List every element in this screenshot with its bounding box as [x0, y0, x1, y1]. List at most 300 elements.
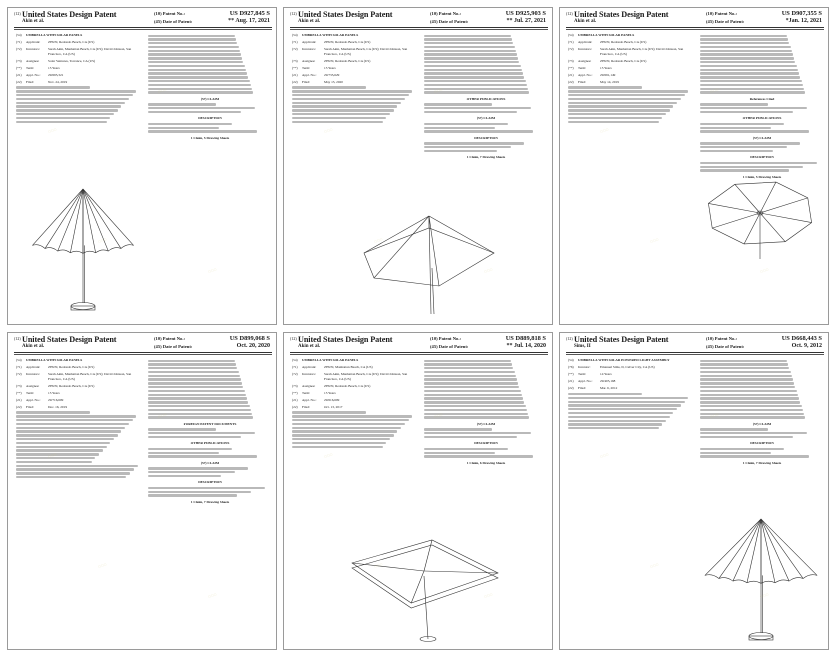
text-line	[424, 455, 533, 457]
watermark: ◌◌◌	[433, 86, 444, 96]
inid-code: (22)	[292, 79, 298, 84]
header-rule-thin	[566, 354, 824, 355]
reference-line	[700, 35, 787, 37]
inid-code: (21)	[568, 72, 574, 77]
right-column	[424, 33, 548, 160]
bibliographic-field	[16, 59, 140, 64]
text-line	[16, 109, 118, 111]
bibliographic-field	[292, 80, 416, 85]
section-heading: OTHER PUBLICATIONS	[190, 441, 230, 446]
bibliographic-field	[16, 66, 140, 71]
kind-code: (12)	[566, 336, 573, 341]
header-rule	[566, 352, 824, 353]
patent-header	[560, 8, 829, 28]
bibliographic-field	[292, 391, 416, 396]
inid-code: (71)	[16, 364, 22, 369]
reference-line	[424, 80, 526, 82]
field-text: Emanuel Sims, II, Culver City, CA (US)	[600, 364, 655, 369]
text-line	[16, 113, 114, 115]
inid-code: (54)	[16, 33, 22, 37]
watermark: ◌◌◌	[483, 266, 494, 276]
inventor-name: Akin et al.	[574, 19, 597, 24]
field-text: Dec. 16, 2019	[48, 404, 68, 409]
reference-line	[148, 42, 237, 44]
field-label: Applicant:	[302, 364, 317, 369]
text-line	[148, 103, 216, 105]
patent-title: United States Design Patent	[298, 10, 393, 19]
section-heading: DESCRIPTION	[198, 116, 222, 121]
field-text: 29/405,168	[600, 378, 616, 383]
field-text: Sarah Akin, Manhattan Beach, CA (US); David Johnson, San Francisco, CA (US)	[48, 46, 132, 56]
text-line	[16, 98, 129, 100]
watermark: ◌◌◌	[373, 561, 384, 571]
section-heading: OTHER PUBLICATIONS	[466, 96, 506, 101]
claims-summary: 1 Claim, 6 Drawing Sheets	[466, 460, 506, 465]
watermark: ◌◌◌	[47, 126, 58, 136]
text-line	[424, 146, 511, 148]
reference-line	[424, 53, 517, 55]
field-text: May 14, 2019	[600, 79, 619, 84]
date-of-patent: *Jan. 12, 2021	[785, 18, 822, 24]
bibliographic-field	[16, 398, 140, 403]
bibliographic-field	[568, 59, 692, 64]
reference-line	[424, 76, 524, 78]
watermark: ◌◌◌	[47, 451, 58, 461]
field-text: ZHUN, Redondo Beach, CA (US)	[600, 58, 647, 63]
watermark: ◌◌◌	[157, 411, 168, 421]
text-line	[424, 107, 531, 109]
reference-line	[148, 405, 250, 407]
text-line	[568, 117, 662, 119]
patent-page[interactable]	[283, 332, 553, 650]
text-line	[424, 150, 497, 152]
reference-line	[424, 409, 527, 411]
text-line	[568, 90, 688, 92]
bibliographic-field	[16, 365, 140, 370]
inid-code: (22)	[568, 385, 574, 390]
inid-code: (**)	[16, 390, 22, 395]
text-line	[424, 448, 508, 450]
field-label: Filed:	[578, 385, 586, 390]
text-line	[700, 142, 800, 144]
text-line	[148, 487, 265, 489]
text-line	[148, 467, 248, 469]
watermark: ◌◌◌	[759, 266, 770, 276]
inid-code: (72)	[292, 46, 298, 51]
inid-code: (54)	[568, 358, 574, 362]
field-label: Inventors:	[26, 46, 40, 51]
text-line	[148, 491, 251, 493]
text-line	[568, 412, 673, 414]
text-line	[16, 415, 136, 417]
field-text: 29/735,629	[324, 72, 340, 77]
field-label: Term:	[578, 65, 587, 70]
reference-line	[424, 42, 513, 44]
text-line	[16, 468, 134, 470]
date-of-patent: Oct. 9, 2012	[791, 343, 822, 349]
reference-line	[424, 363, 512, 365]
patent-header	[8, 333, 277, 353]
reference-line	[424, 371, 515, 373]
field-label: Applicant:	[578, 39, 593, 44]
text-line	[292, 434, 394, 436]
text-line	[148, 428, 216, 430]
text-line	[700, 166, 803, 168]
field-text: Nov. 24, 2019	[48, 79, 68, 84]
inid-code: (71)	[292, 39, 298, 44]
watermark: ◌◌◌	[483, 591, 494, 601]
bibliographic-field	[16, 80, 140, 85]
text-line	[424, 111, 517, 113]
patent-number: US D927,845 S	[229, 10, 270, 17]
watermark: ◌◌◌	[157, 86, 168, 96]
inid-code: (**)	[568, 65, 574, 70]
text-line	[148, 432, 255, 434]
reference-line	[700, 80, 802, 82]
inid-code: (72)	[16, 371, 22, 376]
watermark: ◌◌◌	[207, 591, 218, 601]
bibliographic-field	[292, 73, 416, 78]
text-line	[292, 423, 405, 425]
patent-page[interactable]	[7, 7, 277, 325]
text-line	[148, 436, 241, 438]
inid-code: (71)	[16, 39, 22, 44]
reference-line	[700, 378, 793, 380]
text-line	[700, 162, 817, 164]
section-heading: FOREIGN PATENT DOCUMENTS	[183, 421, 237, 426]
text-line	[292, 419, 409, 421]
reference-line	[148, 65, 245, 67]
text-line	[292, 98, 405, 100]
reference-line	[700, 65, 797, 67]
reference-line	[148, 46, 239, 48]
field-label: Assignee:	[302, 58, 316, 63]
field-label: Filed:	[302, 79, 310, 84]
section-heading: DESCRIPTION	[474, 441, 498, 446]
text-line	[292, 446, 383, 448]
reference-line	[700, 382, 794, 384]
text-line	[148, 448, 232, 450]
reference-line	[700, 386, 795, 388]
field-label: Term:	[26, 390, 35, 395]
patent-title: United States Design Patent	[574, 335, 669, 344]
inid-code: (21)	[16, 397, 22, 402]
text-line	[16, 94, 133, 96]
text-line	[700, 169, 789, 171]
left-column	[292, 33, 416, 124]
field-text: ZHUN, Manhattan Beach, CA (US)	[324, 364, 373, 369]
text-line	[16, 90, 136, 92]
inid-code: (21)	[292, 397, 298, 402]
reference-line	[700, 72, 799, 74]
text-line	[16, 102, 125, 104]
patent-title: United States Design Patent	[22, 10, 117, 19]
text-line	[292, 121, 383, 123]
text-line	[700, 107, 807, 109]
section-heading: DESCRIPTION	[750, 441, 774, 446]
reference-line	[424, 375, 516, 377]
claims-summary: 1 Claim, 7 Drawing Sheets	[190, 499, 230, 504]
field-text: ZHUN, Redondo Beach, CA (US)	[324, 383, 371, 388]
field-text: 15 Years	[324, 65, 336, 70]
claims-summary: 1 Claim, 7 Drawing Sheets	[742, 460, 782, 465]
reference-line	[148, 390, 245, 392]
text-line	[148, 452, 219, 454]
text-line	[700, 432, 807, 434]
reference-line	[148, 50, 240, 52]
text-line	[16, 449, 103, 451]
patent-number-label: (10) Patent No.:	[154, 336, 185, 341]
claims-summary: 1 Claim, 5 Drawing Sheets	[742, 174, 782, 179]
text-line	[700, 123, 784, 125]
inid-code: (22)	[568, 79, 574, 84]
reference-line	[148, 360, 235, 362]
text-line	[148, 107, 255, 109]
reference-line	[424, 46, 515, 48]
field-text: Mar. 6, 2012	[600, 385, 618, 390]
field-text: 15 Years	[48, 65, 60, 70]
text-line	[16, 419, 133, 421]
watermark: ◌◌◌	[649, 236, 660, 246]
text-line	[424, 436, 517, 438]
text-line	[292, 117, 386, 119]
reference-line	[148, 394, 246, 396]
reference-line	[148, 80, 250, 82]
reference-line	[424, 65, 521, 67]
reference-line	[424, 61, 519, 63]
text-line	[292, 109, 394, 111]
field-text: UMBRELLA WITH SOLAR PANELS	[26, 358, 83, 362]
reference-line	[148, 84, 251, 86]
inid-code: (73)	[16, 58, 22, 63]
bibliographic-field	[568, 80, 692, 85]
reference-line	[148, 72, 247, 74]
text-line	[148, 475, 221, 477]
inid-code: (**)	[568, 371, 574, 376]
reference-line	[700, 42, 789, 44]
reference-line	[148, 371, 239, 373]
reference-line	[700, 394, 798, 396]
text-line	[292, 105, 397, 107]
header-rule	[14, 352, 272, 353]
bibliographic-field	[568, 386, 692, 391]
text-line	[148, 471, 235, 473]
right-column	[148, 358, 272, 504]
text-line	[148, 127, 219, 129]
reference-line	[424, 57, 518, 59]
bibliographic-field	[16, 40, 140, 45]
kind-code: (12)	[290, 336, 297, 341]
reference-line	[148, 35, 235, 37]
header-rule	[290, 352, 548, 353]
inid-code: (76)	[568, 364, 574, 369]
field-text: 29/691,149	[600, 72, 616, 77]
kind-code: (12)	[14, 336, 21, 341]
bibliographic-field	[292, 66, 416, 71]
watermark: ◌◌◌	[97, 561, 108, 571]
field-label: Inventors:	[302, 46, 316, 51]
bibliographic-field	[292, 398, 416, 403]
field-label: Appl. No.:	[578, 72, 593, 77]
inid-code: (73)	[568, 58, 574, 63]
claims-summary: 1 Claim, 5 Drawing Sheets	[190, 135, 230, 140]
field-text: ZHUN, Redondo Beach, CA (US)	[324, 39, 371, 44]
text-line	[700, 436, 793, 438]
text-line	[16, 427, 125, 429]
text-line	[424, 123, 508, 125]
text-line	[148, 111, 241, 113]
patent-page[interactable]	[7, 332, 277, 650]
header-rule-thin	[290, 354, 548, 355]
text-line	[292, 90, 412, 92]
header-rule-thin	[14, 354, 272, 355]
date-of-patent: ** Jul. 27, 2021	[506, 18, 546, 24]
text-line	[568, 416, 670, 418]
text-line	[292, 411, 366, 413]
patent-number-label: (10) Patent No.:	[430, 11, 461, 16]
text-line	[568, 397, 688, 399]
reference-line	[148, 69, 246, 71]
reference-line	[700, 401, 800, 403]
inventor-name: Akin et al.	[298, 344, 321, 349]
text-line	[16, 465, 138, 467]
reference-line	[148, 367, 237, 369]
reference-line	[700, 397, 799, 399]
date-of-patent-label: (45) Date of Patent:	[154, 344, 193, 349]
patent-number: US D899,068 S	[229, 335, 270, 342]
section-heading: DESCRIPTION	[474, 135, 498, 140]
text-line	[568, 408, 677, 410]
inid-code: (21)	[16, 72, 22, 77]
reference-line	[700, 405, 802, 407]
kind-code: (12)	[14, 11, 21, 16]
patent-page[interactable]	[559, 7, 829, 325]
field-text: ZHUN, Redondo Beach, CA (US)	[48, 364, 95, 369]
reference-line	[700, 61, 795, 63]
section-heading: (57) CLAIM	[200, 96, 220, 101]
section-heading: (57) CLAIM	[476, 116, 496, 121]
text-line	[16, 476, 126, 478]
reference-line	[148, 382, 242, 384]
inid-code: (73)	[292, 383, 298, 388]
field-text: 29/695,321	[48, 72, 64, 77]
text-line	[292, 113, 390, 115]
inid-code: (21)	[568, 378, 574, 383]
text-line	[424, 452, 495, 454]
reference-line	[700, 46, 791, 48]
text-line	[568, 105, 673, 107]
bibliographic-field	[568, 66, 692, 71]
date-of-patent-label: (45) Date of Patent:	[154, 19, 193, 24]
inid-code: (**)	[292, 390, 298, 395]
text-line	[292, 427, 401, 429]
reference-line	[700, 57, 794, 59]
patent-header	[284, 8, 553, 28]
left-column	[568, 358, 692, 431]
reference-line	[700, 50, 792, 52]
reference-line	[424, 72, 523, 74]
watermark: ◌◌◌	[649, 561, 660, 571]
inventor-name: Akin et al.	[298, 19, 321, 24]
patent-title: United States Design Patent	[298, 335, 393, 344]
inid-code: (73)	[292, 58, 298, 63]
reference-line	[148, 401, 248, 403]
field-text: UMBRELLA WITH SOLAR PANELS	[302, 33, 359, 37]
text-line	[292, 430, 397, 432]
date-of-patent: Oct. 20, 2020	[236, 343, 270, 349]
text-line	[16, 105, 121, 107]
bibliographic-field	[292, 358, 416, 363]
text-line	[16, 472, 130, 474]
field-label: Assignee:	[26, 383, 40, 388]
field-text: ZHUN, Redondo Beach, CA (US)	[600, 39, 647, 44]
field-text: 15 Years	[600, 65, 612, 70]
inid-code: (21)	[292, 72, 298, 77]
patent-page[interactable]	[559, 332, 829, 650]
field-text: ZHUN, Redondo Beach, CA (US)	[48, 39, 95, 44]
text-line	[16, 411, 90, 413]
inid-code: (54)	[292, 33, 298, 37]
bibliographic-field	[568, 372, 692, 377]
patent-header	[284, 333, 553, 353]
header-rule-thin	[566, 29, 824, 30]
date-of-patent-label: (45) Date of Patent:	[430, 344, 469, 349]
field-text: 15 Years	[48, 390, 60, 395]
reference-line	[424, 401, 524, 403]
text-line	[700, 130, 809, 132]
section-heading: (57) CLAIM	[752, 421, 772, 426]
field-label: Inventors:	[26, 371, 40, 376]
patent-header	[8, 8, 277, 28]
header-rule	[290, 27, 548, 28]
reference-line	[424, 390, 521, 392]
bibliographic-field	[292, 33, 416, 38]
text-line	[424, 130, 533, 132]
inid-code: (54)	[16, 358, 22, 362]
text-line	[700, 428, 768, 430]
inid-code: (22)	[292, 404, 298, 409]
reference-line	[424, 382, 518, 384]
text-line	[568, 121, 659, 123]
text-line	[148, 123, 232, 125]
watermark: ◌◌◌	[323, 126, 334, 136]
patent-number-label: (10) Patent No.:	[706, 11, 737, 16]
inid-code: (**)	[16, 65, 22, 70]
inid-code: (54)	[292, 358, 298, 362]
watermark: ◌◌◌	[599, 126, 610, 136]
field-label: Term:	[578, 371, 587, 376]
field-text: UMBRELLA WITH SOLAR PANELS	[578, 33, 635, 37]
left-column	[16, 33, 140, 124]
patent-figure-drawing	[700, 513, 822, 643]
reference-line	[700, 375, 792, 377]
kind-code: (12)	[566, 11, 573, 16]
bibliographic-field	[568, 33, 692, 38]
patent-number-label: (10) Patent No.:	[706, 336, 737, 341]
text-line	[568, 102, 677, 104]
text-line	[148, 455, 257, 457]
field-label: Assignee:	[578, 58, 592, 63]
patent-page[interactable]	[283, 7, 553, 325]
field-label: Filed:	[578, 79, 586, 84]
reference-line	[148, 76, 248, 78]
field-text: 15 Years	[324, 390, 336, 395]
bibliographic-field	[16, 391, 140, 396]
inid-code: (71)	[292, 364, 298, 369]
field-label: Term:	[302, 65, 311, 70]
bibliographic-field	[292, 384, 416, 389]
bibliographic-field	[16, 73, 140, 78]
